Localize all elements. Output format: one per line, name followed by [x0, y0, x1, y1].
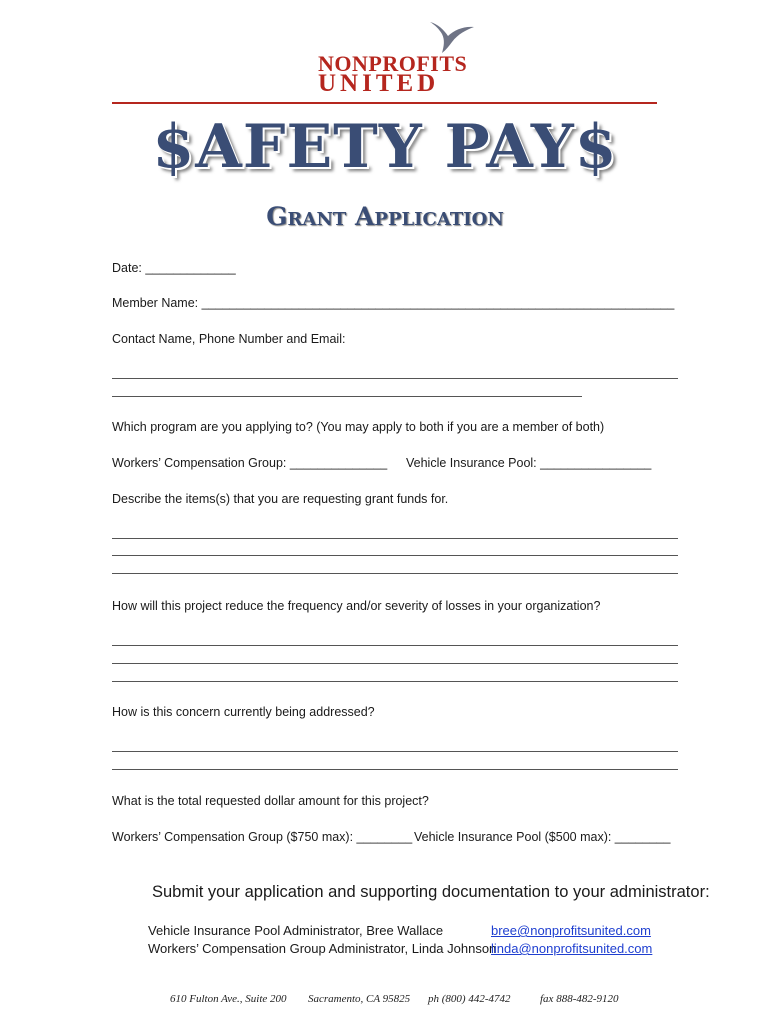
concern-addressed-label: How is this concern currently being addressed?: [112, 705, 375, 719]
total-amount-label: What is the total requested dollar amount for this project?: [112, 794, 429, 808]
workers-admin-email-link[interactable]: linda@nonprofitsunited.com: [491, 941, 653, 956]
header-divider: [112, 102, 657, 104]
footer-fax: fax 888-482-9120: [540, 993, 619, 1005]
concern-blank-line-1[interactable]: [112, 751, 678, 752]
reduce-losses-label: How will this project reduce the frequency and/or severity of losses in your organization?: [112, 599, 601, 613]
describe-blank-line-3[interactable]: [112, 573, 678, 574]
logo-text-nonprofits: NONPROFITS: [318, 51, 468, 76]
logo-text-united: UNITED: [318, 70, 440, 97]
describe-blank-line-2[interactable]: [112, 555, 678, 556]
bird-icon: [428, 18, 476, 54]
page-subtitle: Grant Application: [266, 202, 504, 231]
nonprofits-united-logo: [300, 18, 490, 98]
program-question: Which program are you applying to? (You may apply to both if you are a member of both): [112, 420, 605, 434]
contact-blank-line-1[interactable]: [112, 378, 678, 379]
contact-blank-line-2[interactable]: [112, 396, 582, 397]
workers-comp-group-field[interactable]: Workers’ Compensation Group: ______________: [112, 456, 388, 470]
vehicle-pool-amount-field[interactable]: Vehicle Insurance Pool ($500 max): ________: [414, 830, 671, 844]
reduce-blank-line-3[interactable]: [112, 681, 678, 682]
describe-blank-line-1[interactable]: [112, 538, 678, 539]
workers-comp-amount-field[interactable]: Workers’ Compensation Group ($750 max): ________: [112, 830, 413, 844]
contact-label: Contact Name, Phone Number and Email:: [112, 332, 346, 346]
vehicle-admin-name: Vehicle Insurance Pool Administrator, Bree Wallace: [148, 923, 444, 938]
date-field[interactable]: Date: _____________: [112, 261, 236, 275]
footer-city: Sacramento, CA 95825: [308, 993, 411, 1005]
vehicle-admin-email-link[interactable]: bree@nonprofitsunited.com: [491, 923, 651, 938]
reduce-blank-line-2[interactable]: [112, 663, 678, 664]
describe-items-label: Describe the items(s) that you are requesting grant funds for.: [112, 492, 449, 506]
page-title: $AFETY PAY$: [152, 112, 618, 182]
workers-admin-name: Workers’ Compensation Group Administrator, Linda Johnson: [148, 941, 497, 956]
footer-address: 610 Fulton Ave., Suite 200: [170, 993, 287, 1005]
footer-phone: ph (800) 442-4742: [428, 993, 511, 1005]
vehicle-pool-field[interactable]: Vehicle Insurance Pool: ________________: [406, 456, 652, 470]
reduce-blank-line-1[interactable]: [112, 645, 678, 646]
member-name-field[interactable]: Member Name: ____________________________________________________________________: [112, 296, 675, 310]
submit-heading: Submit your application and supporting documentation to your administrator:: [152, 883, 710, 901]
concern-blank-line-2[interactable]: [112, 769, 678, 770]
